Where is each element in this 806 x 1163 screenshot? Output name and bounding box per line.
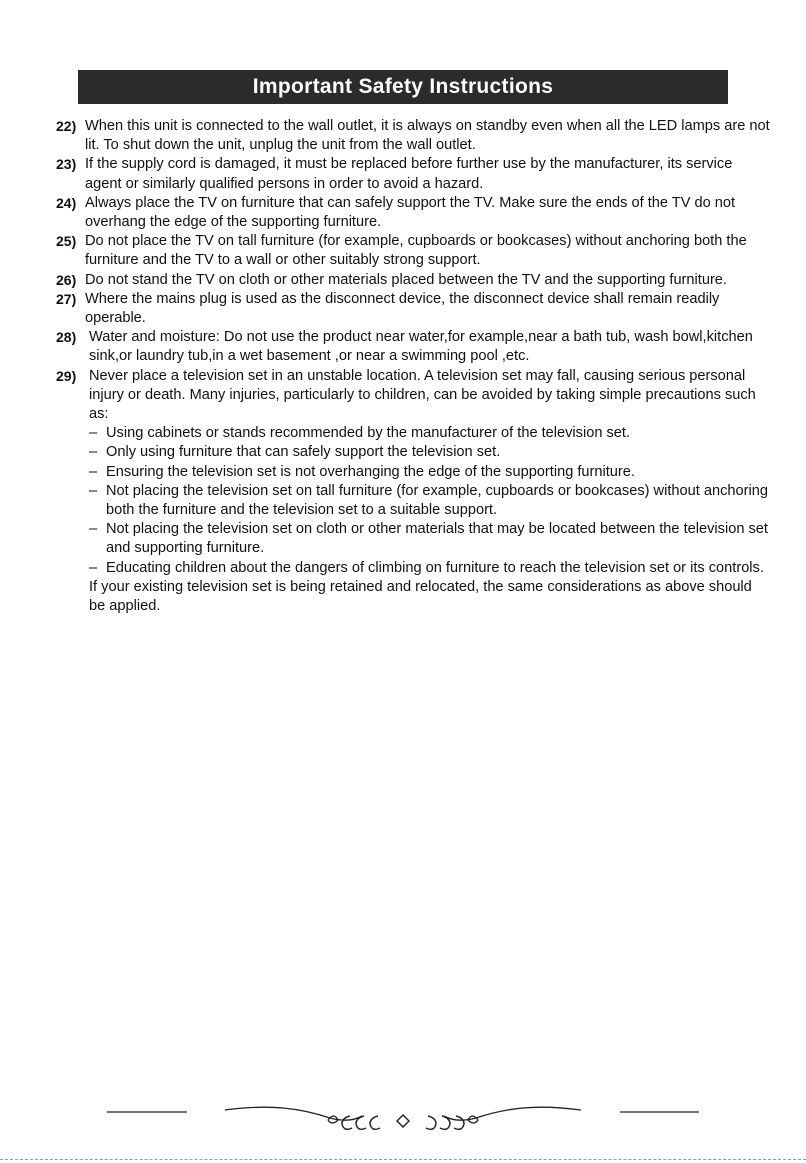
precaution-item: – Ensuring the television set is not overhanging the edge of the supporting furniture. [89,463,771,482]
precaution-item: – Not placing the television set on cloth or other materials that may be located between the television set and supporting furniture. [89,520,771,558]
safety-instructions-list [56,117,771,616]
instruction-text: If the supply cord is damaged, it must be replaced before further use by the manufacturer, its service agent or similarly qualified persons in order to avoid a hazard. [85,156,733,192]
ornament-center-diamond [397,1115,409,1127]
instruction-text: Never place a television set in an unstable location. A television set may fall, causing serious personal injury or death. Many injuries, particularly to children, can be avoided by taking simple precautions such as: [89,367,756,423]
decorative-scroll-ornament-icon [0,1098,806,1138]
instruction-number: 28) [56,329,77,346]
instruction-text: Where the mains plug is used as the disconnect device, the disconnect device shall remain readily operable. [85,290,720,327]
closing-note: If your existing television set is being retained and relocated, the same considerations as above should be applied. [89,578,752,615]
instruction-number: 27) [56,290,77,307]
instruction-number: 23) [56,156,77,173]
instruction-number: 22) [56,118,77,134]
instruction-item-25 [56,232,771,270]
instruction-number: 29) [56,367,77,384]
instruction-number: 25) [56,233,77,250]
instruction-text: Do not place the TV on tall furniture (for example, cupboards or bookcases) without anchoring both the furniture and the TV to a wall or other suitably strong support. [85,233,747,269]
instruction-item-23 [56,155,771,193]
precaution-item: – Not placing the television set on tall furniture (for example, cupboards or bookcases) without anchoring both the furniture and the television set to a suitable support. [89,482,771,520]
instruction-item-27 [56,290,771,328]
instruction-item-26 [56,271,771,290]
precaution-item: – Educating children about the dangers of climbing on furniture to reach the television set or its controls. [89,559,771,578]
instruction-item-29 [56,367,771,617]
instruction-text: When this unit is connected to the wall outlet, it is always on standby even when all the LED lamps are not lit. To shut down the unit, unplug the unit from the wall outlet. [85,118,770,154]
instruction-item-24 [56,194,771,232]
instruction-text: Always place the TV on furniture that can safely support the TV. Make sure the ends of the TV do not overhang the edge of the supporting furniture. [85,194,736,231]
precaution-item: – Only using furniture that can safely support the television set. [89,443,771,462]
instruction-item-22 [56,117,771,155]
precautions-list [89,424,771,578]
page-title: Important Safety Instructions [252,75,554,98]
ornament-right-swash [444,1107,581,1120]
instruction-text: Water and moisture: Do not use the product near water,for example,near a bath tub, wash bowl,kitchen sink,or laundry tub,in a wet basement ,or near a swimming pool ,etc. [89,329,753,365]
instruction-number: 24) [56,194,77,211]
title-bar [78,70,728,104]
ornament-left-swash [225,1107,362,1120]
instruction-number: 26) [56,271,77,288]
precaution-item: – Using cabinets or stands recommended by the manufacturer of the television set. [89,424,771,443]
instruction-item-28 [56,328,771,366]
instruction-text: Do not stand the TV on cloth or other materials placed between the TV and the supporting furniture. [85,271,727,288]
page-bottom-rule [0,1159,806,1160]
